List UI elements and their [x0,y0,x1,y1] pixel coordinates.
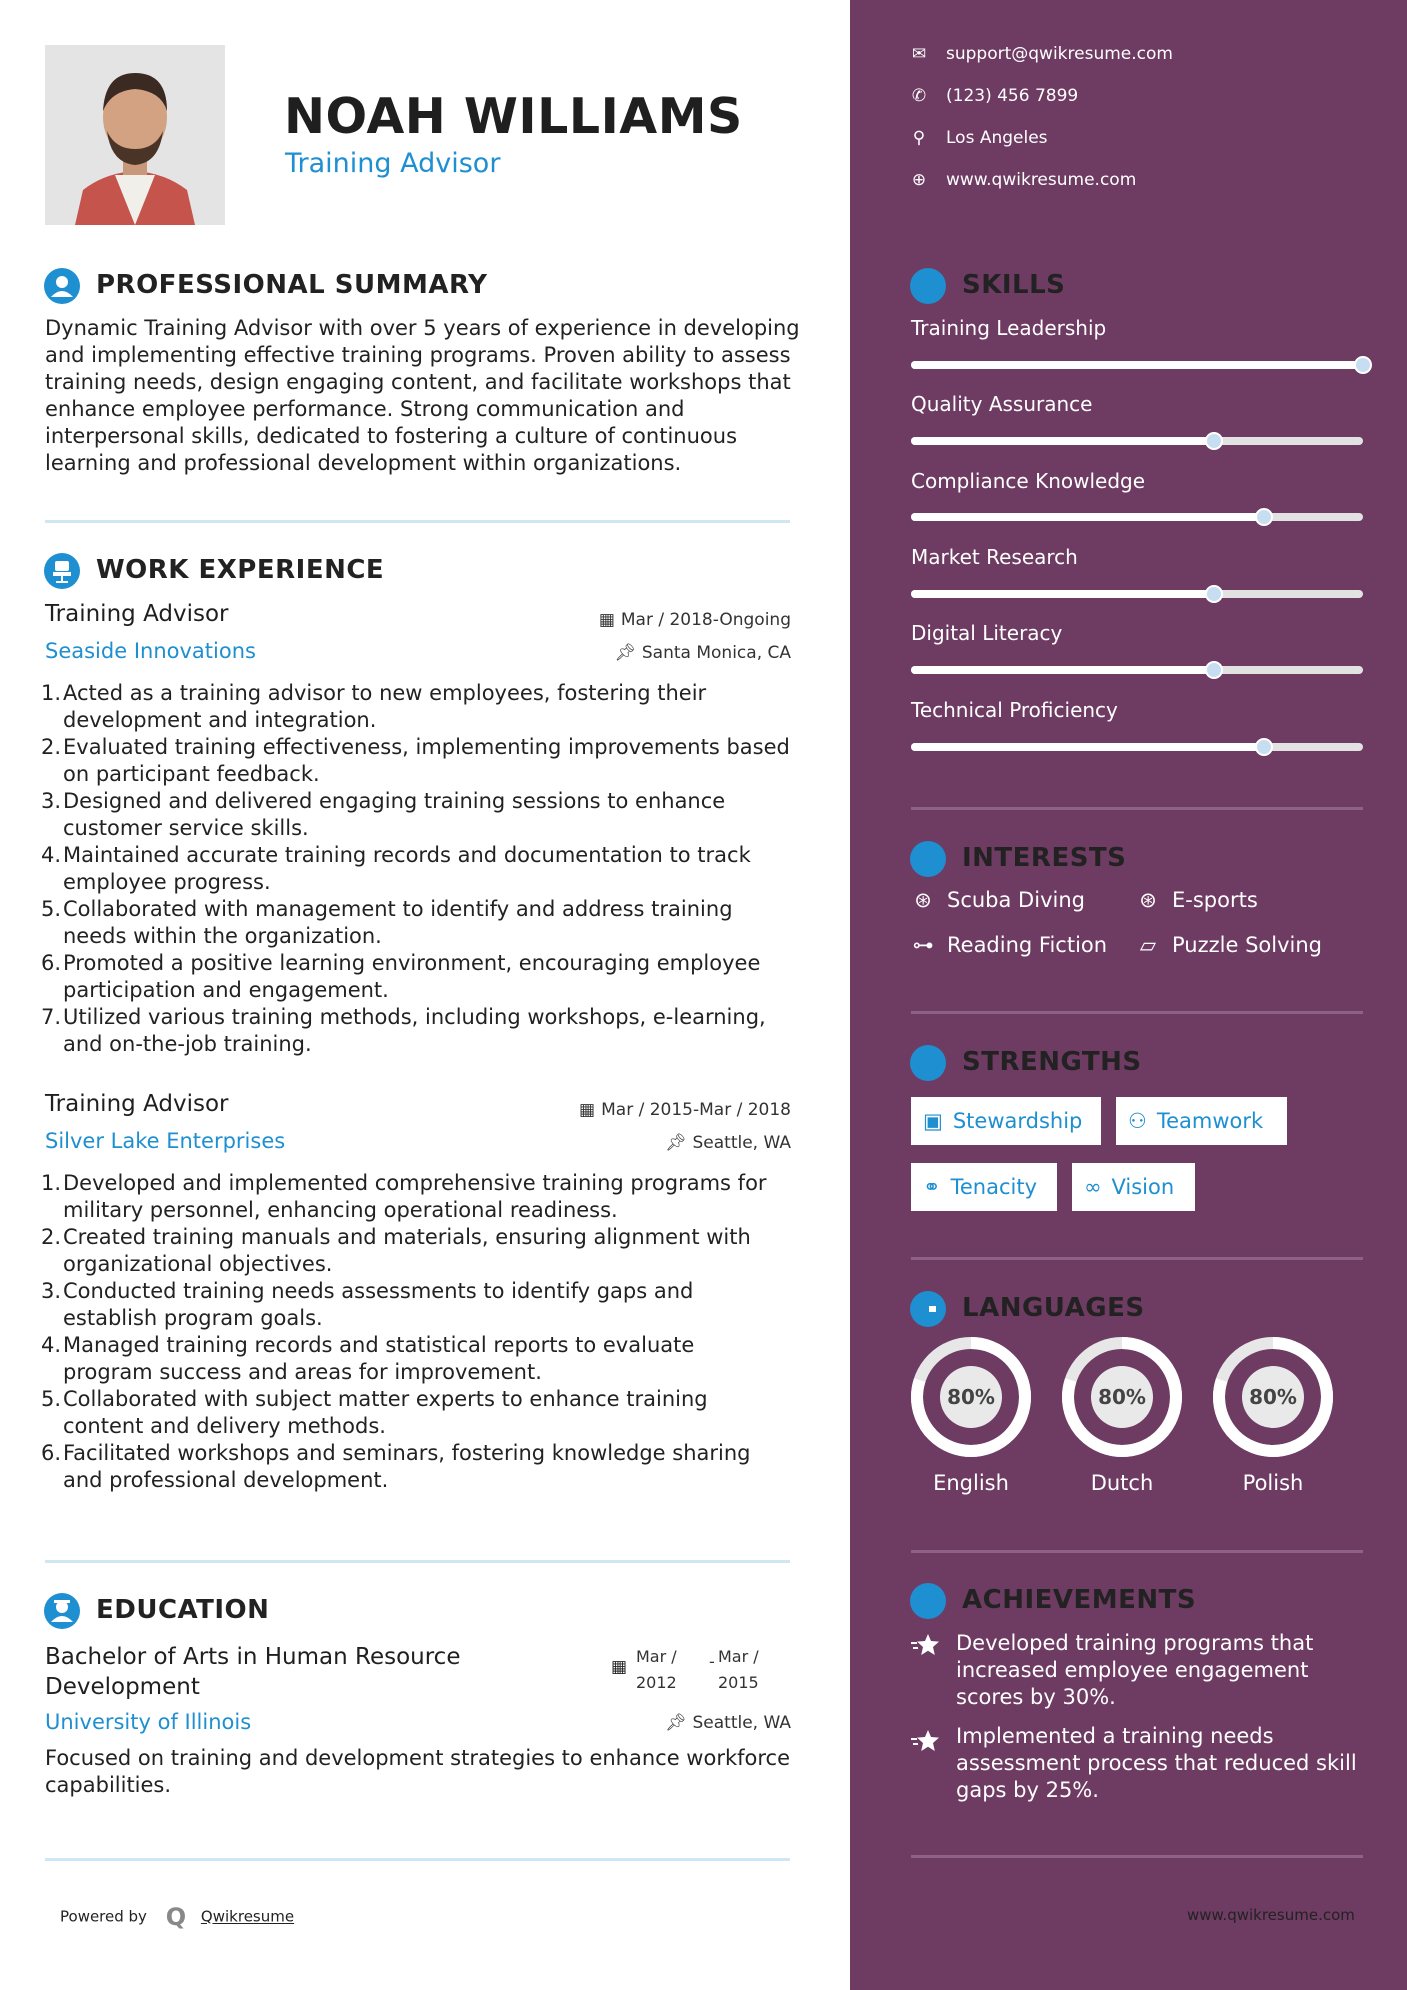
language-ring [909,1335,1033,1459]
skill-slider[interactable] [911,361,1363,369]
calendar-icon: ▦ [579,1100,596,1120]
edu-date-separator: - [709,1652,715,1671]
summary-line: learning and professional development within organizations. [45,451,682,475]
job-bullets [41,1170,805,1494]
pin-icon: 📌︎ [614,643,636,663]
skill-knob[interactable] [1255,508,1273,526]
candidate-name: NOAH WILLIAMS [284,88,743,145]
life-ring-icon: ⊛ [1139,888,1157,912]
contact-email-text: support@qwikresume.com [946,44,1173,64]
skill-fill [911,513,1264,521]
achievement-item [956,1630,1366,1711]
interest-label: Scuba Diving [947,888,1085,912]
graduate-icon [44,1593,80,1629]
summary-line: interpersonal skills, dedicated to fostering a culture of continuous [45,424,738,448]
contact-website-text: www.qwikresume.com [946,170,1137,190]
education-line: Focused on training and development strategies to enhance workforce [45,1746,790,1770]
job-date [579,1100,791,1120]
language-name: English [933,1471,1009,1495]
degree-line: Bachelor of Arts in Human Resource [45,1644,461,1670]
summary-heading: PROFESSIONAL SUMMARY [96,270,488,300]
briefcase-icon: ▣ [923,1109,943,1133]
section-divider [45,520,790,523]
language-icon [910,1291,946,1327]
life-ring-icon: ⊛ [914,888,932,912]
list-item: 5. Collaborated with management to identify and address training needs within the organization. [41,897,733,948]
skill-knob[interactable] [1205,432,1223,450]
paper-plane-icon [910,841,946,877]
binoculars-icon: ∞ [1084,1175,1102,1199]
calendar-icon: ▦ [611,1657,628,1677]
link-icon: ⚭ [923,1175,941,1199]
interest-label: E-sports [1172,888,1258,912]
summary-line: and implementing effective training programs. Proven ability to assess [45,343,791,367]
interest-item [911,888,1085,912]
education-line: capabilities. [45,1773,172,1797]
job-date-text: Mar / 2018-Ongoing [620,610,791,630]
brand-link[interactable]: Qwikresume [200,1907,295,1926]
achievements-heading: ACHIEVEMENTS [962,1585,1197,1615]
section-divider [45,1858,790,1861]
footer-url[interactable]: www.qwikresume.com [1187,1906,1355,1924]
language-percent: 80% [947,1385,995,1409]
job-date [599,610,791,630]
section-divider [45,1560,790,1563]
chair-icon [44,553,80,589]
edu-location-text: Seattle, WA [692,1713,791,1733]
education-description [45,1745,805,1799]
skill-knob[interactable] [1205,661,1223,679]
list-item: 2. Evaluated training effectiveness, implementing improvements based on participant feedback. [41,735,790,786]
pin-icon: 📌︎ [664,1133,687,1153]
skill-label: Quality Assurance [911,392,1093,416]
powered-by [60,1903,294,1931]
contact-email[interactable] [910,44,1173,64]
skill-label: Training Leadership [911,316,1107,340]
summary-line: enhance employee performance. Strong communication and [45,397,685,421]
job-location [665,1133,791,1153]
globe-icon: ⊕ [911,170,927,190]
skill-fill [911,361,1363,369]
lightbulb-icon [910,268,946,304]
language-percent: 80% [1249,1385,1297,1409]
skill-fill [911,743,1264,751]
candidate-title: Training Advisor [285,148,501,179]
strength-label: Teamwork [1156,1109,1264,1133]
list-item: 1. Acted as a training advisor to new employees, fostering their development and integration. [41,681,707,732]
section-divider [911,1855,1363,1858]
phone-icon: ✆ [911,86,927,106]
edu-date-end [718,1644,759,1696]
skills-heading: SKILLS [962,270,1066,300]
section-divider [911,1011,1363,1014]
experience-heading: WORK EXPERIENCE [96,555,385,585]
skill-label: Technical Proficiency [911,698,1118,722]
list-item: 3. Conducted training needs assessments to identify gaps and establish program goals. [41,1279,694,1330]
summary-line: training needs, design engaging content, and facilitate workshops that [45,370,791,394]
users-icon: ⚇ [1128,1109,1147,1133]
strength-chip [911,1163,1057,1211]
language-percent: 80% [1098,1385,1146,1409]
degree-line: Development [45,1674,200,1700]
skill-slider[interactable] [911,743,1363,751]
achievement-line: Implemented a training needs [956,1724,1274,1748]
skill-label: Compliance Knowledge [911,469,1146,493]
qwikresume-logo-icon: Q [165,1903,187,1931]
star-badge-icon [910,1583,946,1619]
skill-fill [911,437,1214,445]
skill-slider[interactable] [911,513,1363,521]
job-company: Silver Lake Enterprises [45,1129,286,1153]
language-ring [1060,1335,1184,1459]
list-item: 5. Collaborated with subject matter experts to enhance training content and delivery methods. [41,1387,708,1438]
list-item: 1. Developed and implemented comprehensive training programs for military personnel, enhancing operational readiness. [41,1171,767,1222]
contact-location-text: Los Angeles [946,128,1048,148]
interest-label: Puzzle Solving [1172,933,1322,957]
language-ring [1211,1335,1335,1459]
contact-location [910,128,1048,148]
contact-phone-text: (123) 456 7899 [946,86,1079,106]
skill-knob[interactable] [1354,356,1372,374]
degree-title [45,1642,460,1702]
date-line: 2015 [718,1673,759,1692]
calendar-icon: ▦ [598,610,615,630]
achievement-item [956,1723,1366,1804]
skill-label: Market Research [911,545,1078,569]
skill-label: Digital Literacy [911,621,1063,645]
languages-heading: LANGUAGES [962,1293,1145,1323]
interest-item [1136,933,1322,957]
achievement-line: increased employee engagement [956,1658,1309,1682]
date-line: Mar / [636,1647,677,1666]
strengths-heading: STRENGTHS [962,1047,1142,1077]
powered-by-text: Powered by [60,1907,147,1926]
strength-label: Stewardship [952,1109,1083,1133]
language-name: Polish [1242,1471,1304,1495]
map-marker-icon: ⚲ [912,128,926,148]
section-divider [911,1550,1363,1553]
strength-chip [1116,1097,1287,1145]
contact-phone[interactable] [910,86,1078,106]
date-line: 2012 [636,1673,677,1692]
star-icon [910,1630,942,1662]
contact-website[interactable] [910,170,1136,190]
edu-location [665,1713,791,1733]
achievement-line: assessment process that reduced skill [956,1751,1357,1775]
skill-knob[interactable] [1255,738,1273,756]
summary-line: Dynamic Training Advisor with over 5 years of experience in developing [45,316,800,340]
achievement-line: Developed training programs that [956,1631,1314,1655]
pin-icon: 📌︎ [664,1713,687,1733]
job-bullets [41,680,805,1058]
job-location-text: Santa Monica, CA [641,643,791,663]
interests-heading: INTERESTS [962,843,1127,873]
strength-label: Tenacity [950,1175,1038,1199]
job-title: Training Advisor [45,601,229,627]
strength-chip [1072,1163,1195,1211]
interest-item [911,933,1107,957]
strength-chip [911,1097,1101,1145]
skill-slider[interactable] [911,437,1363,445]
school-name: University of Illinois [45,1710,252,1734]
job-location-text: Seattle, WA [692,1133,791,1153]
strength-label: Vision [1111,1175,1175,1199]
job-location [614,643,791,663]
star-icon [910,1726,942,1758]
skill-slider[interactable] [911,590,1363,598]
skill-fill [911,590,1214,598]
job-company: Seaside Innovations [45,639,256,663]
book-icon: ▱ [1139,933,1157,957]
skill-knob[interactable] [1205,585,1223,603]
list-item: 4. Maintained accurate training records and documentation to track employee progress. [41,843,751,894]
envelope-icon: ✉ [911,44,927,64]
list-item: 3. Designed and delivered engaging training sessions to enhance customer service skills. [41,789,726,840]
achievement-line: scores by 30%. [956,1685,1116,1709]
job-date-text: Mar / 2015-Mar / 2018 [601,1100,791,1120]
interest-label: Reading Fiction [947,933,1108,957]
list-item: 7. Utilized various training methods, including workshops, e-learning, and on-the-job training. [41,1005,766,1056]
gamepad-icon: ⊶ [912,933,934,957]
section-divider [911,1257,1363,1260]
date-line: Mar / [718,1647,759,1666]
user-circle-icon [44,268,80,304]
list-item: 6. Facilitated workshops and seminars, fostering knowledge sharing and professional development. [41,1441,751,1492]
skill-fill [911,666,1214,674]
education-heading: EDUCATION [96,1595,270,1625]
skill-slider[interactable] [911,666,1363,674]
list-item: 2. Created training manuals and materials, ensuring alignment with organizational objectives. [41,1225,751,1276]
list-item: 6. Promoted a positive learning environment, encouraging employee participation and engagement. [41,951,761,1002]
interest-item [1136,888,1258,912]
achievement-line: gaps by 25%. [956,1778,1099,1802]
fist-icon [910,1045,946,1081]
list-item: 4. Managed training records and statistical reports to evaluate program success and areas for improvement. [41,1333,695,1384]
summary-text [45,315,805,477]
edu-date-start [636,1644,677,1696]
job-title: Training Advisor [45,1091,229,1117]
language-name: Dutch [1090,1471,1154,1495]
profile-photo [45,45,225,225]
section-divider [911,807,1363,810]
